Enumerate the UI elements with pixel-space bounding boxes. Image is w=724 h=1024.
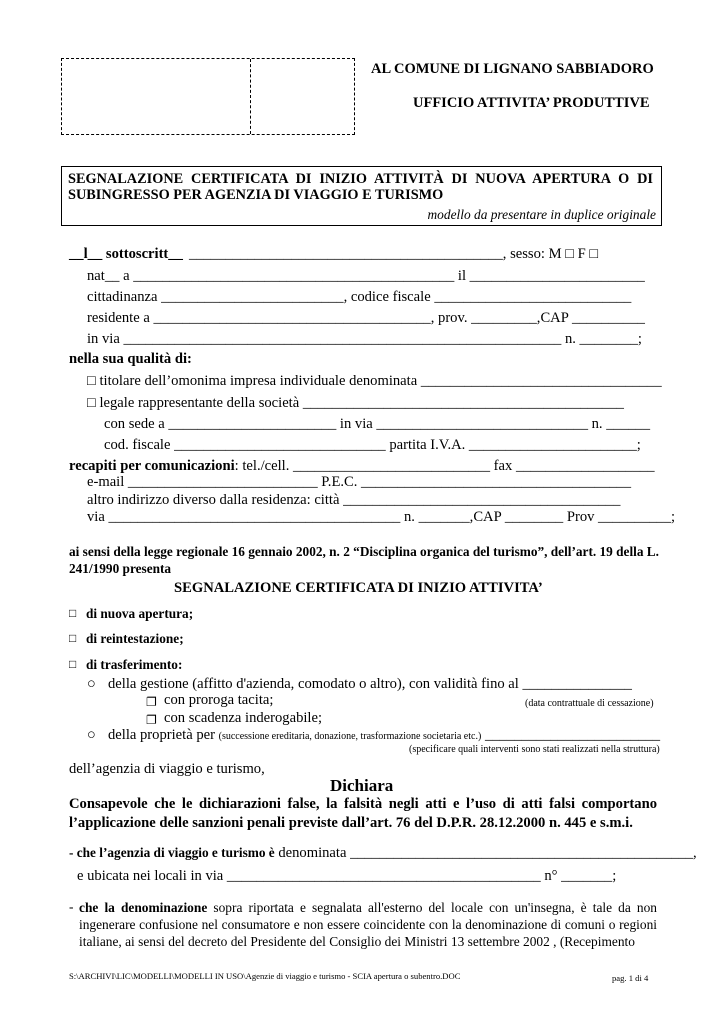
scadenza-option: con scadenza inderogabile; [164,710,323,726]
sede-field[interactable]: con sede a _______________________ in via _____________________________ n. ______ [104,416,651,432]
proroga-option: con proroga tacita; [164,692,274,708]
page-number: pag. 1 di 4 [612,973,649,983]
bullet-dash: - [69,899,74,914]
footer-path: S:\ARCHIVI\LIC\MODELLI\MODELLI IN USO\Agenzie di viaggio e turismo - SCIA apertura o subentro.DOC [69,971,461,981]
data-note: (data contrattuale di cessazione) [525,698,654,709]
checkbox-icon[interactable]: □ [69,657,77,671]
form-subtitle: modello da presentare in duplice originale [427,207,656,222]
trasferimento-option: di trasferimento: [86,657,183,672]
recapiti-line [69,458,655,475]
segnalazione-heading: SEGNALAZIONE CERTIFICATA DI INIZIO ATTIVITA’ [174,580,543,596]
consapevole-text: Consapevole che le dichiarazioni false, la falsità negli atti e l’uso di atti falsi comportano l’applicazione delle sanzioni penali previste dall’art. 76 del D.P.R. 28.12.2000 n. 445 e s.m.i. [69,796,657,831]
sottoscritto-field[interactable]: ___________________________________________, sesso: M □ F □ [189,246,599,262]
nuova-apertura-option: di nuova apertura; [86,606,194,621]
cittadinanza-field[interactable]: cittadinanza _________________________, codice fiscale ___________________________ [87,289,632,305]
denominazione-text: sopra riportata e segnalata all'esterno del locale con un'insegna, è tale da non ingenerare confusione nel consumatore e non essere coincidente con la denominazione di comuni o regioni italiane, ai sensi del decreto del Presidente del Consiglio dei Ministri 13 settembre 2002 , (Recepimento [79,900,657,949]
denominazione-line[interactable] [69,845,697,862]
legale-option[interactable]: □ legale rappresentante della società ____________________________________________ [87,395,624,411]
denominazione-bold: che la denominazione [79,900,208,915]
nascita-field[interactable]: nat__ a ____________________________________________ il ________________________ [87,268,645,284]
interventi-note: (specificare quali interventi sono stati realizzati nella struttura) [409,744,660,755]
reintestazione-option: di reintestazione; [86,631,184,646]
agenzia-bold: - che l’agenzia di viaggio e turismo è [69,845,275,860]
ubicata-field[interactable]: e ubicata nei locali in via ___________________________________________ n° _______; [77,868,617,884]
email-field[interactable]: e-mail __________________________ P.E.C. _____________________________________ [87,474,632,490]
altro-indirizzo-field[interactable]: altro indirizzo diverso dalla residenza: città ______________________________________ [87,492,621,508]
radio-icon[interactable]: ○ [87,727,96,743]
qualita-heading: nella sua qualità di: [69,351,192,367]
codice-fiscale-field[interactable]: cod. fiscale _____________________________ partita I.V.A. _______________________; [104,437,641,453]
dichiara-heading: Dichiara [330,776,394,795]
indirizzo-field[interactable]: in via ____________________________________________________________ n. ________; [87,331,642,347]
protocol-stamp-box [61,58,355,135]
title-box [61,166,662,226]
tel-field[interactable]: : tel./cell. ___________________________ fax ___________________ [234,458,655,474]
sottoscritto-label: __l__ sottoscritt__ [69,246,183,262]
proprieta-note: (successione ereditaria, donazione, trasformazione societaria etc.) [218,731,482,742]
recapiti-label: recapiti per comunicazioni [69,458,235,474]
agenzia-line: dell’agenzia di viaggio e turismo, [69,761,265,777]
titolare-option[interactable]: □ titolare dell’omonima impresa individuale denominata _________________________________ [87,373,662,389]
checkbox-icon[interactable]: ❐ [146,713,157,727]
recipient-comune: AL COMUNE DI LIGNANO SABBIADORO [371,61,654,77]
proprieta-line[interactable]: ________________________ [484,727,661,743]
checkbox-icon[interactable]: ❐ [146,695,157,709]
gestione-option[interactable]: della gestione (affitto d'azienda, comodato o altro), con validità fino al _______________ [108,676,632,692]
via-field[interactable]: via ________________________________________ n. _______,CAP ________ Prov __________; [87,509,676,525]
proprieta-label: della proprietà per [108,727,215,743]
legge-text: ai sensi della legge regionale 16 gennaio 2002, n. 2 “Disciplina organica del turismo”, dell’art. 19 della L. 241/1990 presenta [69,544,659,576]
denominazione-field[interactable]: denominata _______________________________________________, [274,845,697,861]
recipient-office: UFFICIO ATTIVITA’ PRODUTTIVE [413,95,650,111]
form-title: SEGNALAZIONE CERTIFICATA DI INIZIO ATTIVITÀ DI NUOVA APERTURA O DI SUBINGRESSO PER AGENZIA DI VIAGGIO E TURISMO [68,171,653,203]
checkbox-icon[interactable]: □ [69,606,77,620]
stamp-divider [250,59,251,134]
checkbox-icon[interactable]: □ [69,631,77,645]
denominazione-paragraph [79,899,657,950]
proprieta-option[interactable] [108,727,660,744]
residenza-field[interactable]: residente a ______________________________________, prov. _________,CAP __________ [87,310,645,326]
radio-icon[interactable]: ○ [87,676,96,692]
